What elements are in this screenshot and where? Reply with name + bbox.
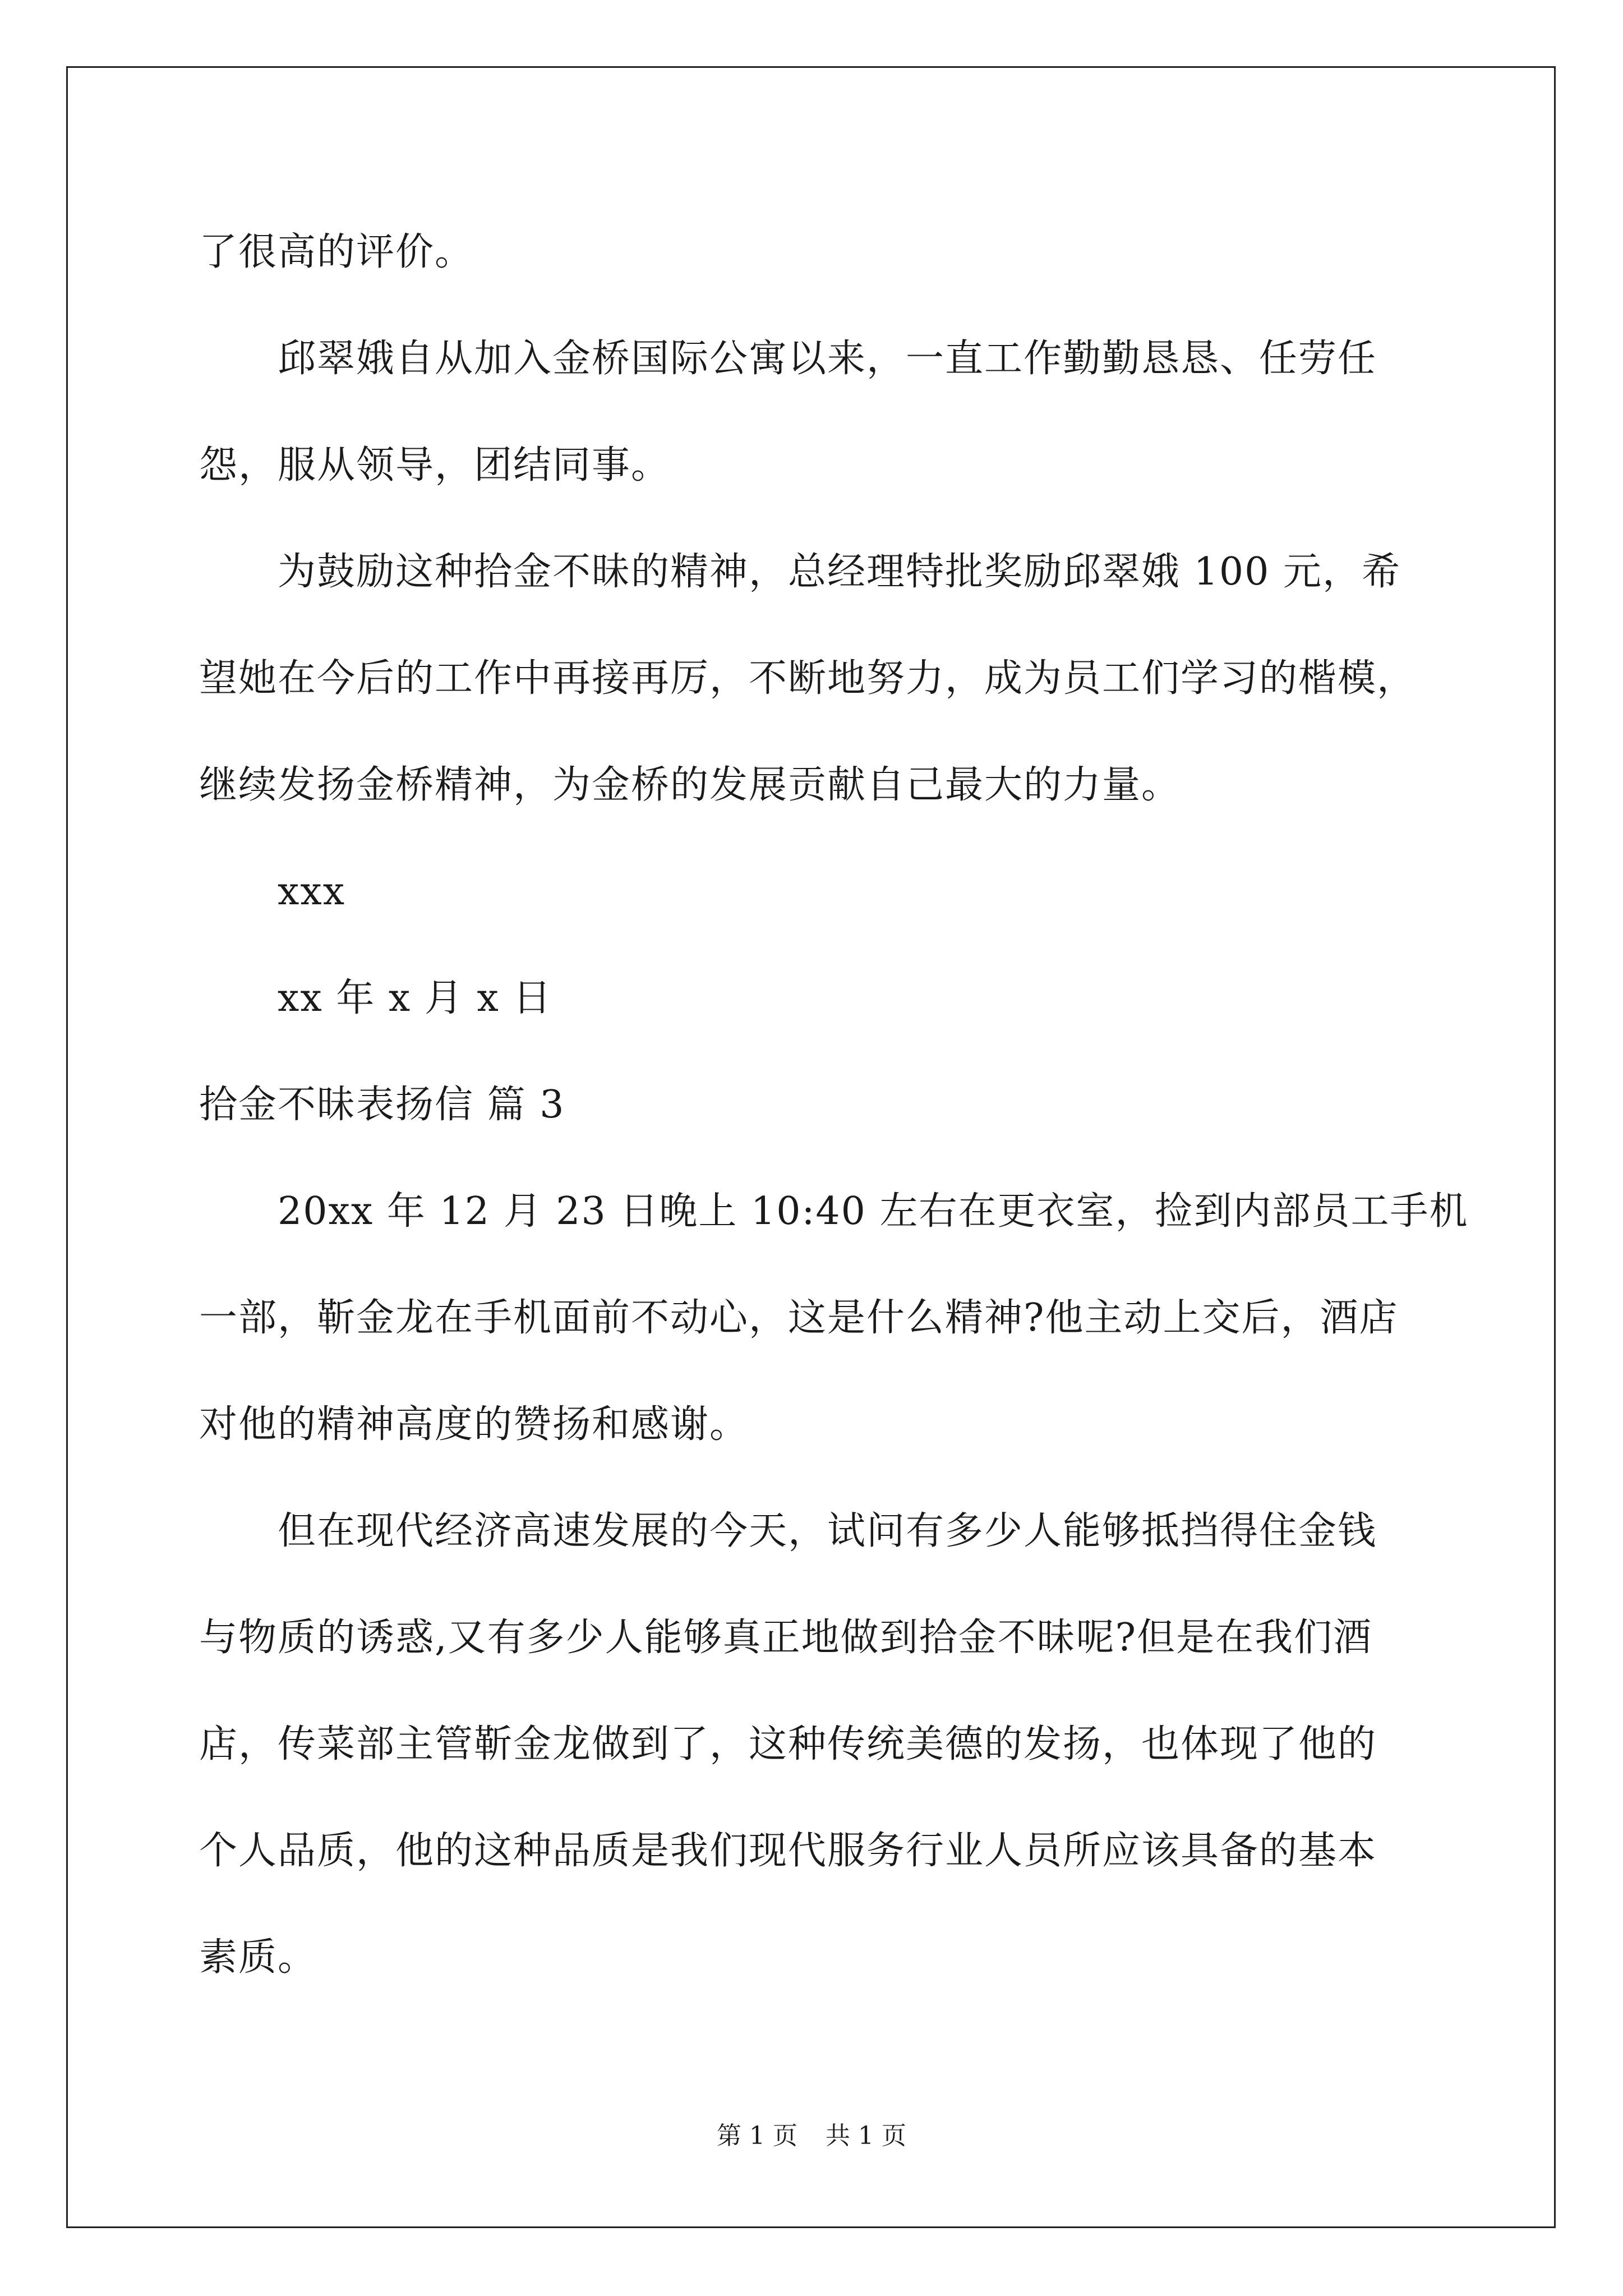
text-line: 望她在今后的工作中再接再厉，不断地努力，成为员工们学习的楷模， xyxy=(199,656,1417,701)
text-line: 对他的精神高度的赞扬和感谢。 xyxy=(199,1402,749,1447)
page-number-total: 共 1 页 xyxy=(826,2122,906,2150)
text-line: 20xx 年 12 月 23 日晚上 10:40 左右在更衣室，捡到内部员工手机 xyxy=(199,1189,1469,1234)
section-heading: 拾金不昧表扬信 篇 3 xyxy=(199,1083,565,1127)
text-line: 个人品质，他的这种品质是我们现代服务行业人员所应该具备的基本 xyxy=(199,1829,1377,1873)
text-line: 店，传菜部主管靳金龙做到了，这种传统美德的发扬，也体现了他的 xyxy=(199,1722,1377,1766)
date-line: xx 年 x 月 x 日 xyxy=(199,976,552,1020)
page-footer xyxy=(0,2119,1623,2153)
text-line: 素质。 xyxy=(199,1935,317,1980)
text-line: 为鼓励这种拾金不昧的精神，总经理特批奖励邱翠娥 100 元，希 xyxy=(199,550,1401,594)
text-line: 怨，服从领导，团结同事。 xyxy=(199,443,671,487)
text-line: 继续发扬金桥精神，为金桥的发展贡献自己最大的力量。 xyxy=(199,763,1181,807)
text-line: 但在现代经济高速发展的今天，试问有多少人能够抵挡得住金钱 xyxy=(199,1509,1377,1553)
text-line: 了很高的评价。 xyxy=(199,230,474,274)
text-line: 与物质的诱惑,又有多少人能够真正地做到拾金不昧呢?但是在我们酒 xyxy=(199,1616,1373,1660)
text-line: 一部，靳金龙在手机面前不动心，这是什么精神?他主动上交后，酒店 xyxy=(199,1296,1399,1340)
page-number-current: 第 1 页 xyxy=(717,2122,797,2150)
page-border xyxy=(66,66,1556,2228)
signature: xxx xyxy=(199,869,346,914)
text-line: 邱翠娥自从加入金桥国际公寓以来，一直工作勤勤恳恳、任劳任 xyxy=(199,337,1377,381)
